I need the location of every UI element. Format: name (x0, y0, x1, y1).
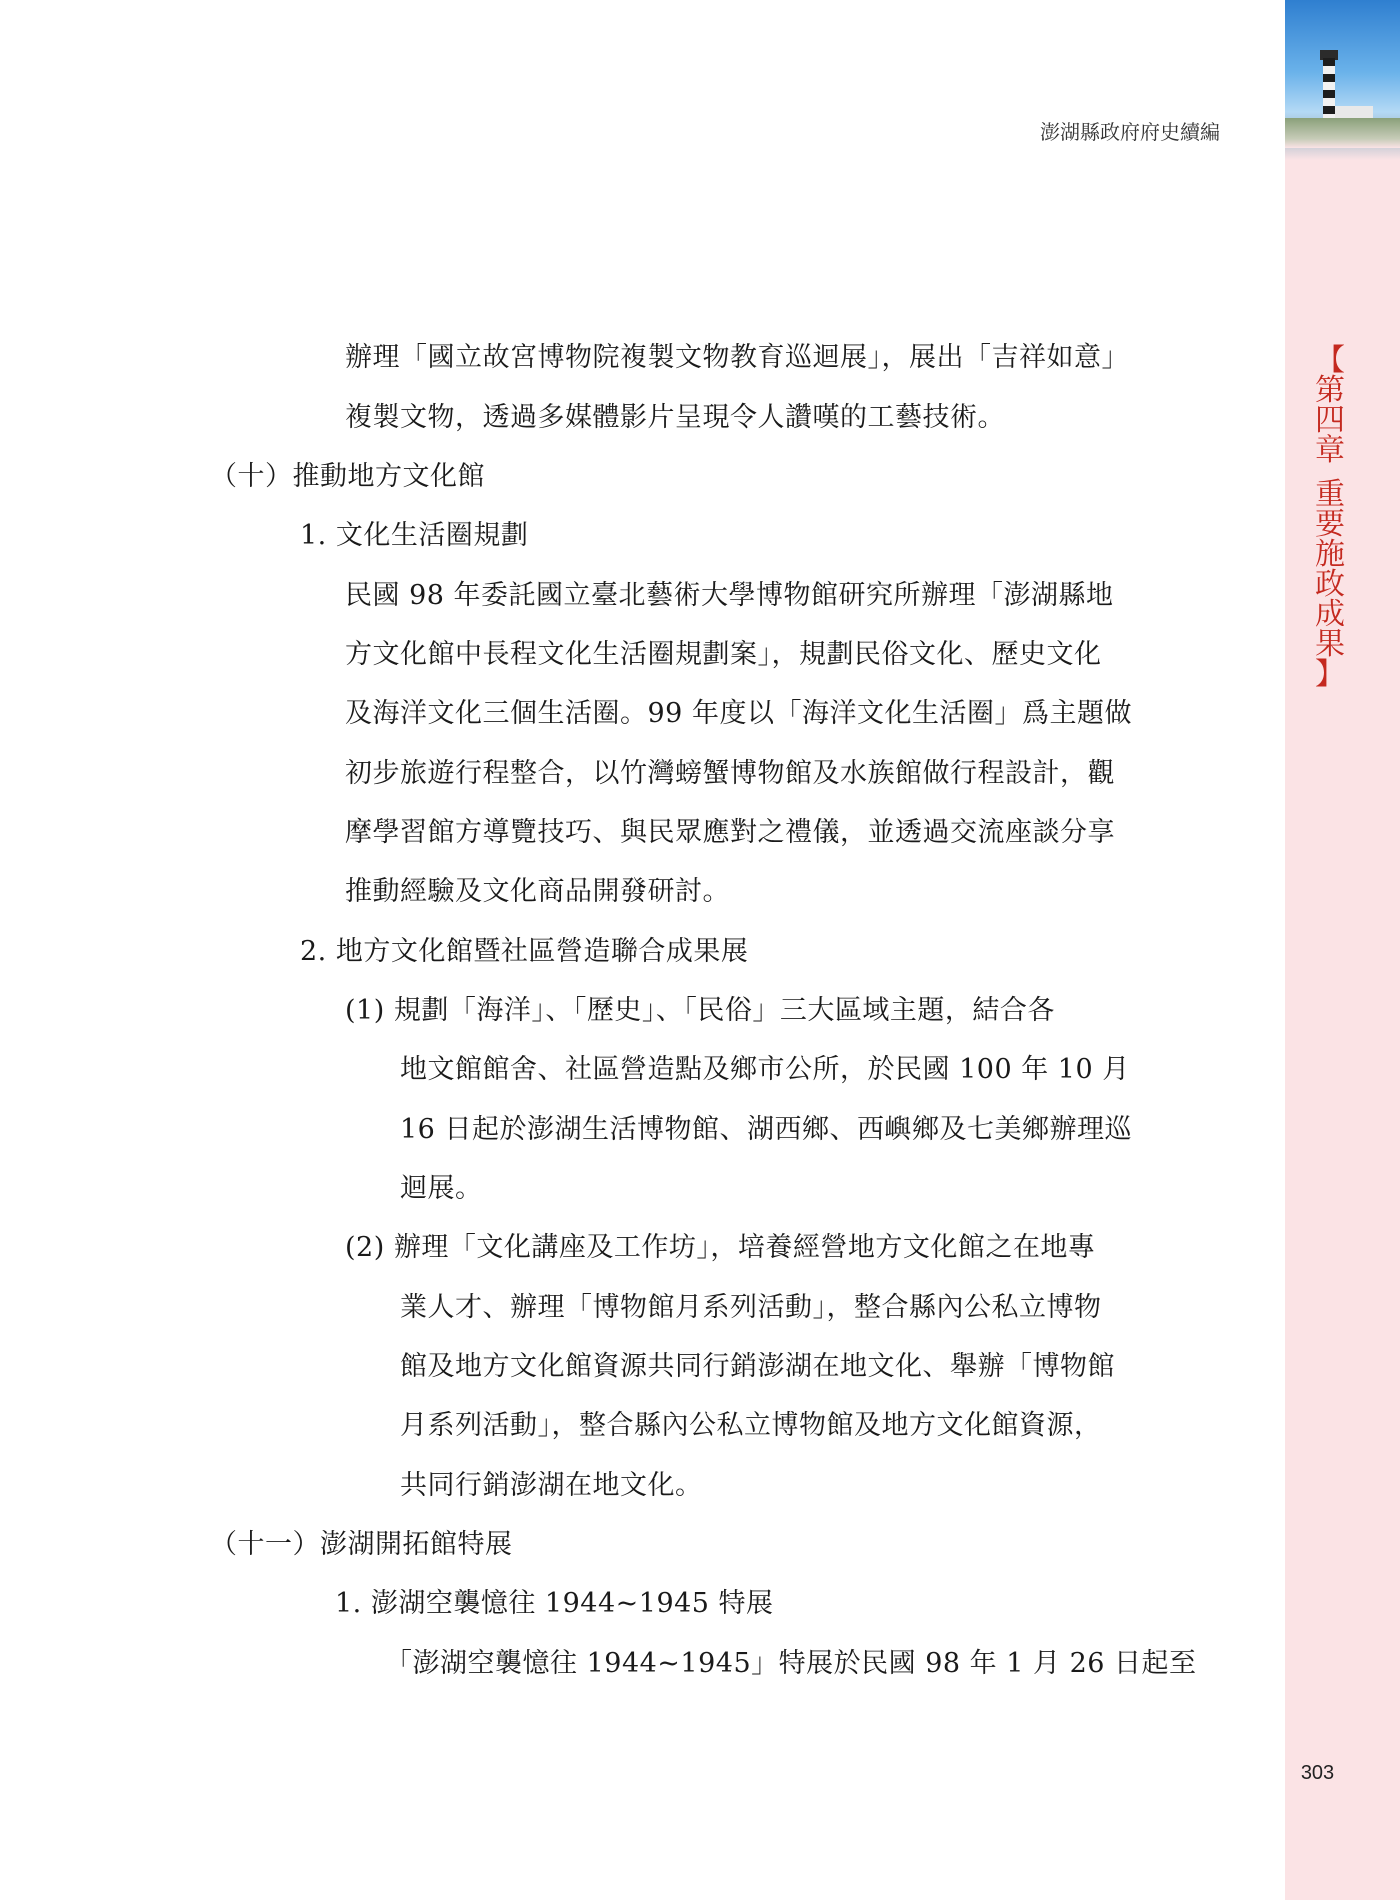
text-line: 民國 98 年委託國立臺北藝術大學博物館研究所辦理「澎湖縣地 (345, 580, 1114, 611)
chapter-char: 政 (1315, 567, 1345, 602)
lighthouse-photo (1285, 0, 1400, 160)
lighthouse-tower (1323, 58, 1335, 118)
text-line: 館及地方文化館資源共同行銷澎湖在地文化、舉辦「博物館 (400, 1351, 1115, 1382)
chapter-char: 【 (1315, 343, 1345, 378)
text-line: 16 日起於澎湖生活博物館、湖西鄉、西嶼鄉及七美鄉辦理巡 (400, 1114, 1132, 1145)
text-line: 「澎湖空襲憶往 1944~1945」特展於民國 98 年 1 月 26 日起至 (385, 1648, 1197, 1679)
text-line: 業人才、辦理「博物館月系列活動」，整合縣內公私立博物 (400, 1292, 1102, 1323)
chapter-char: 果 (1315, 627, 1345, 662)
text-line: 摩學習館方導覽技巧、與民眾應對之禮儀，並透過交流座談分享 (345, 817, 1115, 848)
chapter-sidebar (1285, 0, 1400, 1900)
text-line: 迴展。 (400, 1173, 483, 1204)
text-line: 推動經驗及文化商品開發研討。 (345, 876, 730, 907)
running-header: 澎湖縣政府府史續編 (1040, 120, 1220, 144)
ground (1285, 118, 1400, 148)
text-line: 辦理「國立故宮博物院複製文物教育巡迴展」，展出「吉祥如意」 (345, 342, 1129, 373)
text-line: 及海洋文化三個生活圈。99 年度以「海洋文化生活圈」爲主題做 (345, 698, 1132, 729)
text-line: 複製文物，透過多媒體影片呈現令人讚嘆的工藝技術。 (345, 402, 1005, 433)
chapter-char: 第 (1315, 373, 1345, 408)
section-heading: （十）推動地方文化館 (210, 461, 485, 492)
section-heading: （十一）澎湖開拓館特展 (210, 1529, 513, 1560)
text-line: 月系列活動」，整合縣內公私立博物館及地方文化館資源， (400, 1410, 1102, 1441)
text-line: 初步旅遊行程整合，以竹灣螃蟹博物館及水族館做行程設計，觀 (345, 758, 1115, 789)
text-line: 地文館館舍、社區營造點及鄉市公所，於民國 100 年 10 月 (400, 1054, 1130, 1085)
page-number: 303 (1300, 1762, 1335, 1784)
chapter-char: 要 (1315, 507, 1345, 542)
chapter-char: 成 (1315, 597, 1345, 632)
text-line: (2) 辦理「文化講座及工作坊」，培養經營地方文化館之在地專 (345, 1232, 1096, 1263)
chapter-char: 施 (1315, 537, 1345, 572)
subsection-heading: 2. 地方文化館暨社區營造聯合成果展 (300, 936, 749, 967)
subsection-heading: 1. 文化生活圈規劃 (300, 520, 529, 551)
text-line: 方文化館中長程文化生活圈規劃案」，規劃民俗文化、歷史文化 (345, 639, 1102, 670)
chapter-char: 章 (1315, 433, 1345, 468)
subsection-heading: 1. 澎湖空襲憶往 1944~1945 特展 (335, 1588, 774, 1619)
chapter-label (1310, 343, 1350, 692)
text-line: 共同行銷澎湖在地文化。 (400, 1470, 703, 1501)
text-line: (1) 規劃「海洋」、「歷史」、「民俗」三大區域主題，結合各 (345, 995, 1055, 1026)
chapter-char: 】 (1315, 657, 1345, 692)
chapter-char: 四 (1315, 403, 1345, 438)
chapter-char: 重 (1315, 477, 1345, 512)
